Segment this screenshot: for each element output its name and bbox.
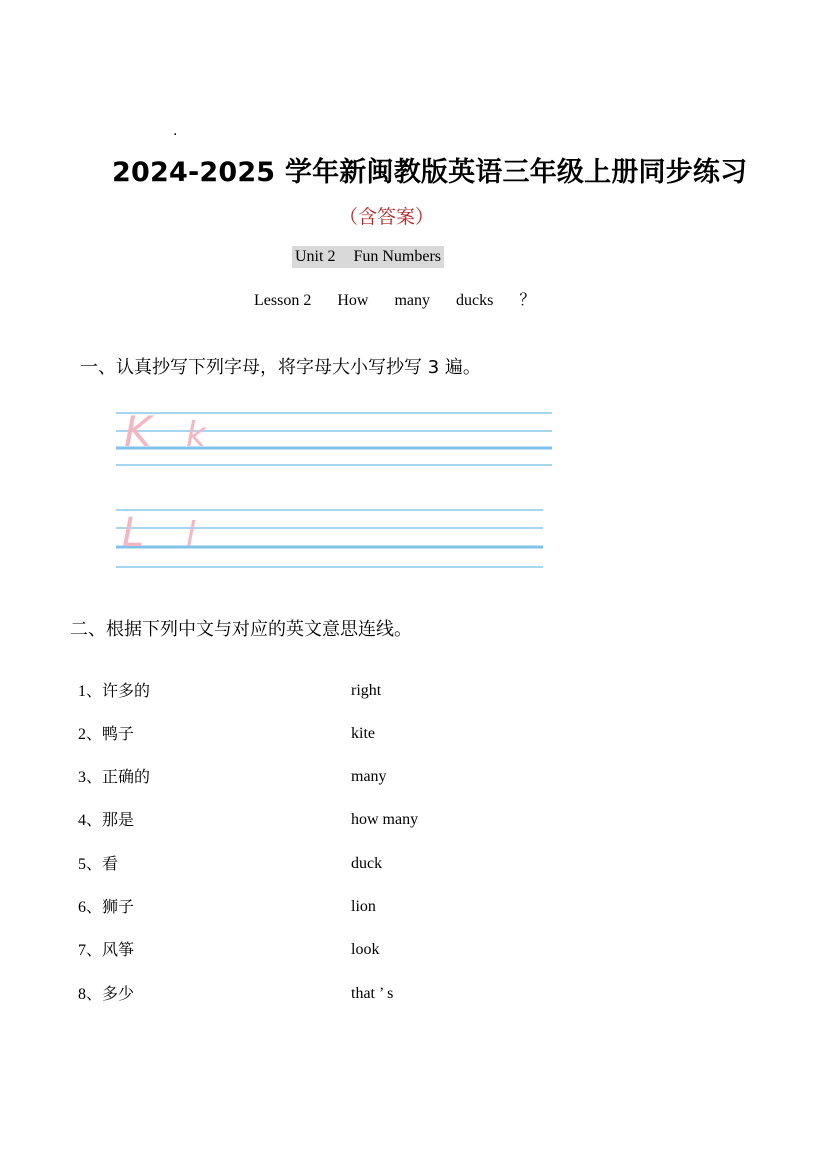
match-row bbox=[78, 897, 376, 918]
lesson-word: ducks bbox=[455, 292, 494, 309]
item-english: lion bbox=[351, 898, 376, 915]
match-row bbox=[78, 810, 419, 831]
unit-name: Fun Numbers bbox=[353, 248, 442, 265]
lesson-word: ？ bbox=[519, 292, 536, 309]
item-separator: 、 bbox=[86, 897, 103, 916]
match-row bbox=[78, 724, 375, 745]
item-english: many bbox=[351, 768, 387, 785]
handwriting-line-set-k bbox=[116, 407, 552, 465]
item-chinese: 鸭子 bbox=[102, 724, 135, 743]
match-row bbox=[78, 854, 383, 875]
item-separator: 、 bbox=[86, 940, 103, 959]
letter-upper: K bbox=[124, 407, 152, 456]
unit-label: Unit 2 bbox=[295, 248, 336, 265]
item-english: duck bbox=[351, 855, 383, 872]
item-english: look bbox=[351, 941, 380, 958]
match-row bbox=[78, 984, 394, 1005]
letter-lower: l bbox=[186, 515, 196, 555]
item-number: 6 bbox=[78, 899, 86, 916]
item-chinese: 正确的 bbox=[102, 767, 151, 786]
item-chinese: 狮子 bbox=[102, 897, 135, 916]
item-separator: 、 bbox=[86, 767, 103, 786]
lesson-word: Lesson 2 bbox=[254, 292, 312, 309]
lesson-word: How bbox=[337, 292, 369, 309]
stray-dot: . bbox=[173, 123, 178, 139]
match-row bbox=[78, 767, 387, 788]
item-number: 5 bbox=[78, 856, 86, 873]
letter-upper: L bbox=[122, 510, 145, 556]
item-number: 3 bbox=[78, 769, 86, 786]
item-english: that ’ s bbox=[351, 985, 394, 1002]
item-english: right bbox=[351, 682, 382, 699]
page-subtitle: （含答案） bbox=[339, 206, 435, 228]
item-separator: 、 bbox=[86, 984, 103, 1003]
item-number: 2 bbox=[78, 726, 86, 743]
item-chinese: 风筝 bbox=[102, 940, 135, 959]
page-title: 2024-2025 学年新闽教版英语三年级上册同步练习 bbox=[112, 157, 748, 188]
item-separator: 、 bbox=[86, 854, 103, 873]
item-chinese: 多少 bbox=[102, 984, 135, 1003]
item-separator: 、 bbox=[86, 681, 103, 700]
item-number: 4 bbox=[78, 812, 86, 829]
handwriting-line-set-l bbox=[116, 510, 543, 567]
lesson-word: many bbox=[394, 292, 430, 309]
item-english: kite bbox=[351, 725, 375, 742]
item-chinese: 看 bbox=[102, 854, 119, 873]
item-chinese: 许多的 bbox=[102, 681, 151, 700]
letter-lower: k bbox=[186, 415, 206, 455]
item-separator: 、 bbox=[86, 724, 103, 743]
item-separator: 、 bbox=[86, 810, 103, 829]
item-number: 7 bbox=[78, 942, 86, 959]
section-2-heading: 二、根据下列中文与对应的英文意思连线。 bbox=[70, 619, 412, 640]
match-row bbox=[78, 681, 382, 702]
item-number: 8 bbox=[78, 986, 86, 1003]
section-1-heading: 一、认真抄写下列字母，将字母大小写抄写 3 遍。 bbox=[80, 357, 481, 378]
item-english: how many bbox=[351, 811, 419, 828]
item-number: 1 bbox=[78, 683, 86, 700]
item-chinese: 那是 bbox=[102, 810, 135, 829]
match-row bbox=[78, 940, 380, 961]
